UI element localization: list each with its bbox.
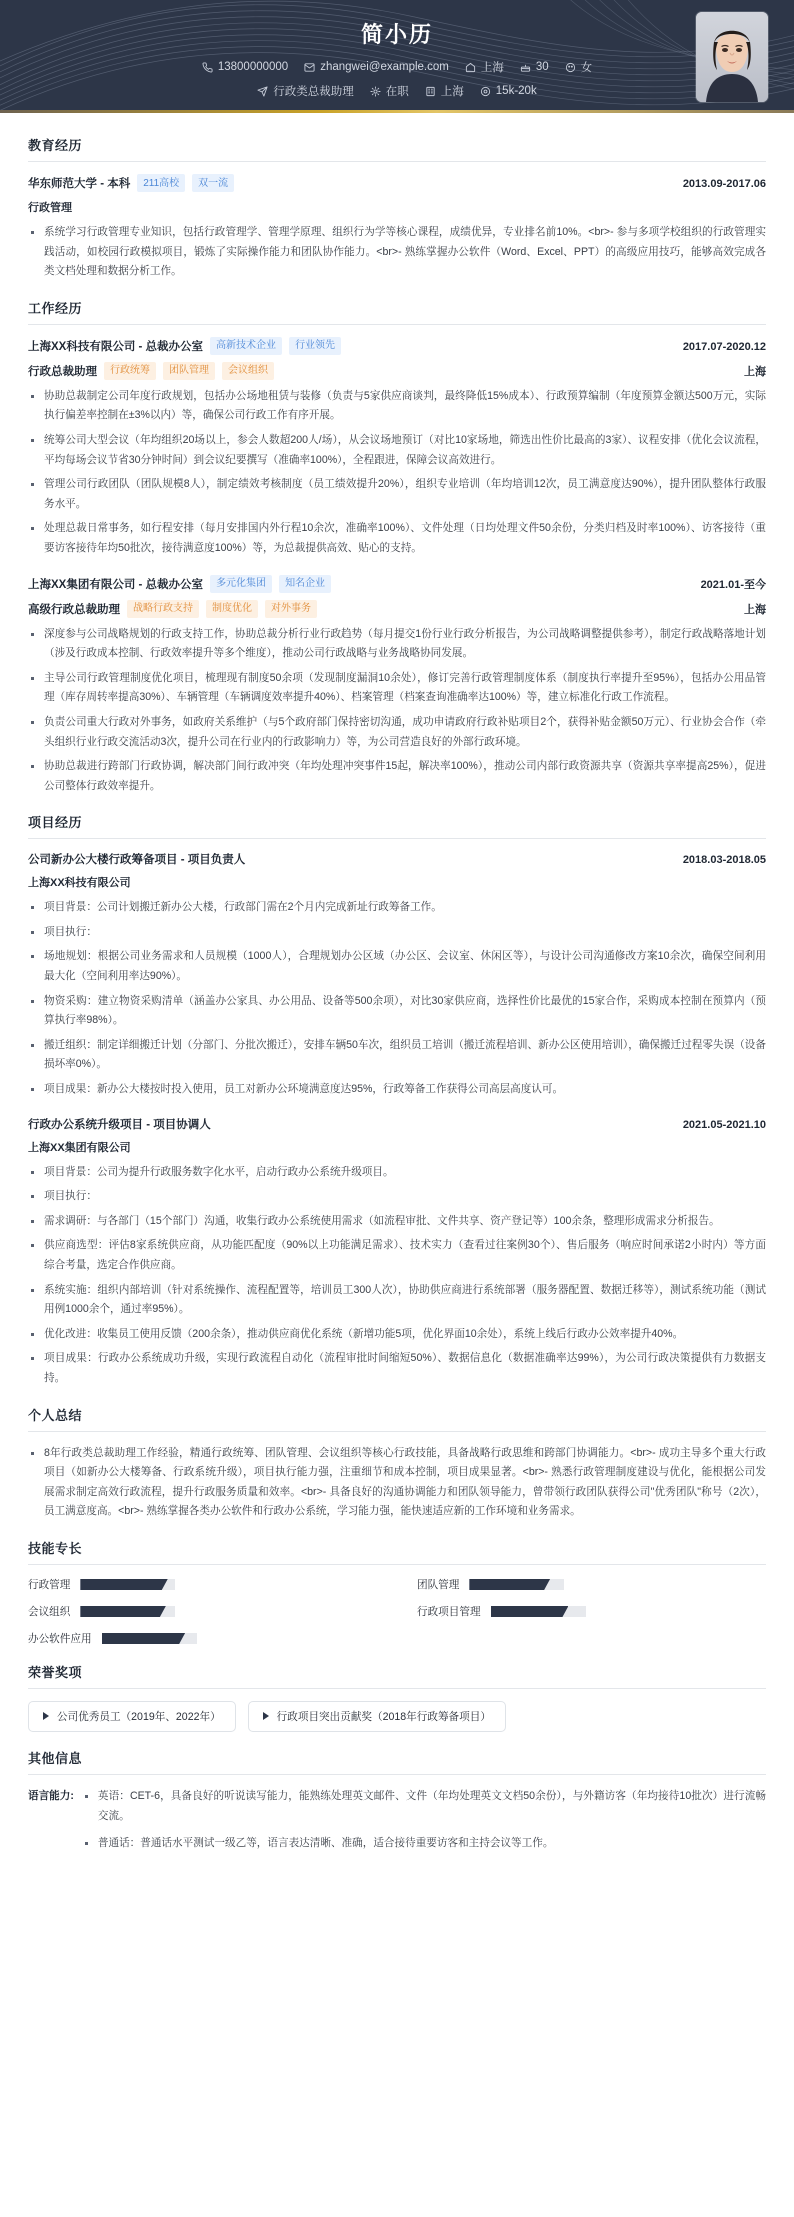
- project-date: 2021.05-2021.10: [682, 1118, 766, 1131]
- honor-chip: [248, 1701, 506, 1732]
- project-name: 公司新办公大楼行政筹备项目 - 项目负责人: [28, 854, 246, 867]
- skill-bar: [102, 1633, 197, 1644]
- skill-fill: [469, 1579, 550, 1590]
- language-ability-row: [28, 1787, 766, 1854]
- honor-chip: [28, 1701, 236, 1732]
- list-item: 项目成果：新办公大楼按时投入使用，员工对新办公环境满意度达95%，行政筹备工作获得公司高层高度认可。: [28, 1080, 766, 1100]
- project-entry-head: [28, 851, 766, 867]
- contact-row-secondary: [257, 83, 536, 99]
- list-item: 系统实施：组织内部培训（针对系统操作、流程配置等，培训员工300人次），协助供应商进行系统部署（服务器配置、数据迁移等），测试系统功能（测试用例1000余个，通过率95%）。: [28, 1281, 766, 1320]
- honors-row: [28, 1701, 766, 1732]
- education-entry: [28, 174, 766, 282]
- status-icon: [370, 86, 381, 97]
- send-icon: [257, 86, 268, 97]
- contact-city-text: 上海: [480, 62, 504, 74]
- list-item: 系统学习行政管理专业知识，包括行政管理学、管理学原理、组织行为学等核心课程，成绩优异，专业排名前10%。<br>- 参与多项学校组织的行政管理实践活动，如校园行政模拟项目，锻炼了实际操作能力和团队协作能力。<br>- 熟练掌握办公软件（Word、Excel、PPT）的高级应用技巧，能够高效完成各类文档处理和数据分析工作。: [28, 223, 766, 282]
- skill-row: [28, 1577, 377, 1592]
- skills-grid: [28, 1577, 766, 1646]
- section-summary: [28, 1405, 766, 1522]
- contact-age: [520, 61, 549, 73]
- section-title-honors: 荣誉奖项: [28, 1662, 766, 1689]
- list-item: 供应商选型：评估8家系统供应商，从功能匹配度（90%以上功能满足需求）、技术实力（查看过往案例30个）、售后服务（响应时间承诺2小时内）等方面综合考量，选定合作供应商。: [28, 1236, 766, 1275]
- skill-name: 会议组织: [28, 1605, 71, 1618]
- work-company-tag: 多元化集团: [210, 575, 272, 593]
- skill-fill: [491, 1606, 569, 1617]
- desired-city: [425, 83, 464, 99]
- summary-bullets: [28, 1444, 766, 1522]
- education-school: 华东师范大学 - 本科: [28, 178, 131, 190]
- skill-bar: [491, 1606, 586, 1617]
- list-item: 负责公司重大行政对外事务，如政府关系维护（与5个政府部门保持密切沟通，成功申请政府行政补贴项目2个，获得补贴金额50万元）、行业协会合作（牵头组织行业行政交流活动3次，提升公司在行业内的行政影响力）等，为公司营造良好的外部行政环境。: [28, 713, 766, 752]
- project-entry: [28, 1116, 766, 1389]
- job-status: [370, 83, 409, 99]
- list-item: 项目执行：: [28, 923, 766, 943]
- work-entry-head: [28, 337, 766, 355]
- list-item: 搬迁组织：制定详细搬迁计划（分部门、分批次搬迁），安排车辆50车次，组织员工培训（搬迁流程培训、新办公区使用培训），确保搬迁过程零失误（设备损坏率0%）。: [28, 1036, 766, 1075]
- work-entry: [28, 575, 766, 797]
- salary-icon: [480, 86, 491, 97]
- work-position-tag: 团队管理: [163, 362, 215, 380]
- list-item: 优化改进：收集员工使用反馈（200余条），推动供应商优化系统（新增功能5项，优化界面10余处），系统上线后行政办公效率提升40%。: [28, 1325, 766, 1345]
- triangle-icon: [43, 1712, 49, 1720]
- contact-city: [465, 59, 504, 75]
- work-bullets: [28, 387, 766, 559]
- section-projects: [28, 812, 766, 1388]
- project-entry: [28, 851, 766, 1099]
- skill-row: [417, 1577, 766, 1592]
- mail-icon: [304, 62, 315, 73]
- work-position-tag: 战略行政支持: [127, 600, 199, 618]
- work-position: 行政总裁助理: [28, 365, 97, 378]
- section-skills: [28, 1538, 766, 1646]
- skill-row: [28, 1604, 377, 1619]
- expected-salary-text: 15k-20k: [495, 85, 537, 97]
- skill-name: 行政管理: [28, 1578, 71, 1591]
- work-date: 2017.07-2020.12: [682, 340, 766, 353]
- section-title-work: 工作经历: [28, 298, 766, 325]
- list-item: 主导公司行政管理制度优化项目，梳理现有制度50余项（发现制度漏洞10余处），修订完善行政管理制度体系（制度执行率提升至95%），包括办公用品管理（库存周转率提高30%）、车辆管理（车辆调度效率提升40%）、档案管理（档案查询准确率达100%）等，建立标准化行政工作流程。: [28, 669, 766, 708]
- list-item: 英语：CET-6，具备良好的听说读写能力，能熟练处理英文邮件、文件（年均处理英文文档50余份），与外籍访客（年均接待10批次）进行流畅交流。: [82, 1787, 766, 1826]
- work-company-group: [28, 337, 341, 355]
- skill-name: 办公软件应用: [28, 1632, 92, 1645]
- cake-icon: [520, 62, 531, 73]
- work-position-group: [28, 600, 317, 618]
- other-bullets: [82, 1787, 766, 1854]
- skill-bar: [469, 1579, 564, 1590]
- section-title-projects: 项目经历: [28, 812, 766, 839]
- skill-fill: [102, 1633, 186, 1644]
- phone-icon: [202, 62, 213, 73]
- contact-email-text: zhangwei@example.com: [320, 61, 449, 73]
- work-date: 2021.01-至今: [700, 578, 766, 591]
- list-item: 普通话：普通话水平测试一级乙等，语言表达清晰、准确，适合接待重要访客和主持会议等工作。: [82, 1834, 766, 1854]
- skill-row: [417, 1604, 766, 1619]
- job-status-text: 在职: [385, 86, 409, 98]
- section-title-summary: 个人总结: [28, 1405, 766, 1432]
- list-item: 管理公司行政团队（团队规模8人），制定绩效考核制度（员工绩效提升20%），组织专业培训（年均培训12次，员工满意度达90%），提升团队整体行政服务水平。: [28, 475, 766, 514]
- project-company: 上海XX科技有限公司: [28, 877, 131, 890]
- list-item: 深度参与公司战略规划的行政支持工作，协助总裁分析行业行政趋势（每月提交1份行业行政分析报告，为公司战略调整提供参考），制定行政战略落地计划（涉及行政成本控制、行政效率提升等多个维度），推动公司行政战略与业务战略协同发展。: [28, 625, 766, 664]
- desired-position-text: 行政类总裁助理: [273, 86, 354, 98]
- project-bullets: [28, 898, 766, 1099]
- triangle-icon: [263, 1712, 269, 1720]
- work-position-tag: 制度优化: [206, 600, 258, 618]
- project-bullets: [28, 1163, 766, 1389]
- work-company: 上海XX科技有限公司 - 总裁办公室: [28, 340, 204, 353]
- work-company-tag: 高新技术企业: [210, 337, 282, 355]
- language-ability-label: 语言能力:: [28, 1789, 74, 1802]
- section-title-skills: 技能专长: [28, 1538, 766, 1565]
- contact-phone-text: 13800000000: [217, 61, 289, 73]
- contact-email: [304, 61, 449, 73]
- skill-fill: [80, 1579, 167, 1590]
- skill-row: [28, 1631, 377, 1646]
- contact-row-primary: [202, 59, 592, 75]
- gender-icon: [565, 62, 576, 73]
- education-major: 行政管理: [28, 202, 72, 214]
- contact-gender-text: 女: [580, 62, 593, 74]
- education-entry-head: [28, 174, 766, 192]
- list-item: 处理总裁日常事务，如行程安排（每月安排国内外行程10余次，准确率100%）、文件处理（日均处理文件50余份，分类归档及时率100%）、访客接待（重要访客接待年均50批次，接待满意度100%）等，为总裁提供高效、贴心的支持。: [28, 519, 766, 558]
- resume-content: [0, 113, 794, 1880]
- list-item: 项目成果：行政办公系统成功升级，实现行政流程自动化（流程审批时间缩短50%）、数据信息化（数据准确率达99%），为公司行政决策提供有力数据支持。: [28, 1349, 766, 1388]
- list-item: 统筹公司大型会议（年均组织20场以上，参会人数超200人/场），从会议场地预订（对比10家场地，筛选出性价比最高的3家）、议程安排（优化会议流程，平均每场会议节省30分钟时间）到会议纪要撰写（准确率100%），全程跟进，保障会议高效进行。: [28, 431, 766, 470]
- education-bullets: [28, 223, 766, 282]
- work-position: 高级行政总裁助理: [28, 603, 120, 616]
- section-other-info: [28, 1748, 766, 1854]
- list-item: 需求调研：与各部门（15个部门）沟通，收集行政办公系统使用需求（如流程审批、文件共享、资产登记等）100余条，整理形成需求分析报告。: [28, 1212, 766, 1232]
- work-company: 上海XX集团有限公司 - 总裁办公室: [28, 578, 204, 591]
- education-date: 2013.09-2017.06: [682, 178, 766, 190]
- desired-position: [257, 83, 354, 99]
- list-item: 协助总裁制定公司年度行政规划，包括办公场地租赁与装修（负责与5家供应商谈判，最终降低15%成本）、行政预算编制（年度预算金额达500万元，实际执行偏差率控制在±3%以内）等，确保公司行政工作有序开展。: [28, 387, 766, 426]
- education-tag: 211高校: [137, 174, 185, 192]
- work-company-group: [28, 575, 331, 593]
- skill-name: 行政项目管理: [417, 1605, 481, 1618]
- work-entry: [28, 337, 766, 559]
- resume-header: [0, 0, 794, 110]
- honor-text: 公司优秀员工（2019年、2022年）: [57, 1710, 221, 1723]
- work-entry-head: [28, 575, 766, 593]
- section-work: [28, 298, 766, 797]
- list-item: 8年行政类总裁助理工作经验，精通行政统筹、团队管理、会议组织等核心行政技能，具备战略行政思维和跨部门协调能力。<br>- 成功主导多个重大行政项目（如新办公大楼筹备、行政系统升级），项目执行能力强，注重细节和成本控制，项目成果显著。<br>- 熟悉行政管理制度建设与优化，能根据公司发展需求制定高效行政流程，提升行政服务质量和效率。<br>- 具备良好的沟通协调能力和团队领导能力，曾带领行政团队获得公司"优秀团队"称号（2次），员工满意度高。<br>- 熟练掌握各类办公软件和行政办公系统，学习能力强，能快速适应新的工作环境和业务需求。: [28, 1444, 766, 1522]
- list-item: 项目背景：公司计划搬迁新办公大楼，行政部门需在2个月内完成新址行政筹备工作。: [28, 898, 766, 918]
- work-position-tag: 会议组织: [222, 362, 274, 380]
- section-title-education: 教育经历: [28, 135, 766, 162]
- list-item: 项目背景：公司为提升行政服务数字化水平，启动行政办公系统升级项目。: [28, 1163, 766, 1183]
- education-entry-left: [28, 174, 234, 192]
- list-item: 场地规划：根据公司业务需求和人员规模（1000人），合理规划办公区域（办公区、会议室、休闲区等），与设计公司沟通修改方案10余次，确保空间利用最大化（空间利用率达90%）。: [28, 947, 766, 986]
- home-icon: [465, 62, 476, 73]
- desired-city-text: 上海: [440, 86, 464, 98]
- work-position-head: [28, 600, 766, 618]
- section-education: [28, 135, 766, 282]
- project-entry-head: [28, 1116, 766, 1132]
- list-item: 协助总裁进行跨部门行政协调，解决部门间行政冲突（年均处理冲突事件15起，解决率100%），推动公司内部行政资源共享（资源共享率提高25%），促进公司整体行政效率提升。: [28, 757, 766, 796]
- expected-salary: [480, 85, 537, 97]
- project-company: 上海XX集团有限公司: [28, 1141, 131, 1154]
- skill-name: 团队管理: [417, 1578, 460, 1591]
- project-name: 行政办公系统升级项目 - 项目协调人: [28, 1118, 211, 1131]
- work-location: 上海: [744, 365, 766, 378]
- skill-bar: [80, 1606, 175, 1617]
- honor-text: 行政项目突出贡献奖（2018年行政筹备项目）: [276, 1710, 491, 1723]
- avatar-portrait: [696, 12, 768, 102]
- project-date: 2018.03-2018.05: [682, 854, 766, 867]
- skill-fill: [80, 1606, 166, 1617]
- work-position-tag: 对外事务: [265, 600, 317, 618]
- work-company-tag: 行业领先: [289, 337, 341, 355]
- skill-bar: [80, 1579, 175, 1590]
- work-position-tag: 行政统筹: [104, 362, 156, 380]
- work-position-group: [28, 362, 274, 380]
- education-tag: 双一流: [192, 174, 234, 192]
- contact-age-text: 30: [535, 61, 549, 73]
- section-title-other-info: 其他信息: [28, 1748, 766, 1775]
- list-item: 项目执行：: [28, 1187, 766, 1207]
- contact-phone: [202, 61, 288, 73]
- list-item: 物资采购：建立物资采购清单（涵盖办公家具、办公用品、设备等500余项），对比30家供应商，选择性价比最优的15家合作，采购成本控制在预算内（预算执行率98%）。: [28, 992, 766, 1031]
- section-honors: [28, 1662, 766, 1732]
- work-location: 上海: [744, 603, 766, 616]
- work-bullets: [28, 625, 766, 797]
- language-ability-body: [82, 1787, 766, 1854]
- work-position-head: [28, 362, 766, 380]
- avatar: [696, 12, 768, 102]
- contact-gender: [565, 59, 593, 75]
- work-company-tag: 知名企业: [279, 575, 331, 593]
- candidate-name: 简小历: [360, 22, 433, 47]
- building-icon: [425, 86, 436, 97]
